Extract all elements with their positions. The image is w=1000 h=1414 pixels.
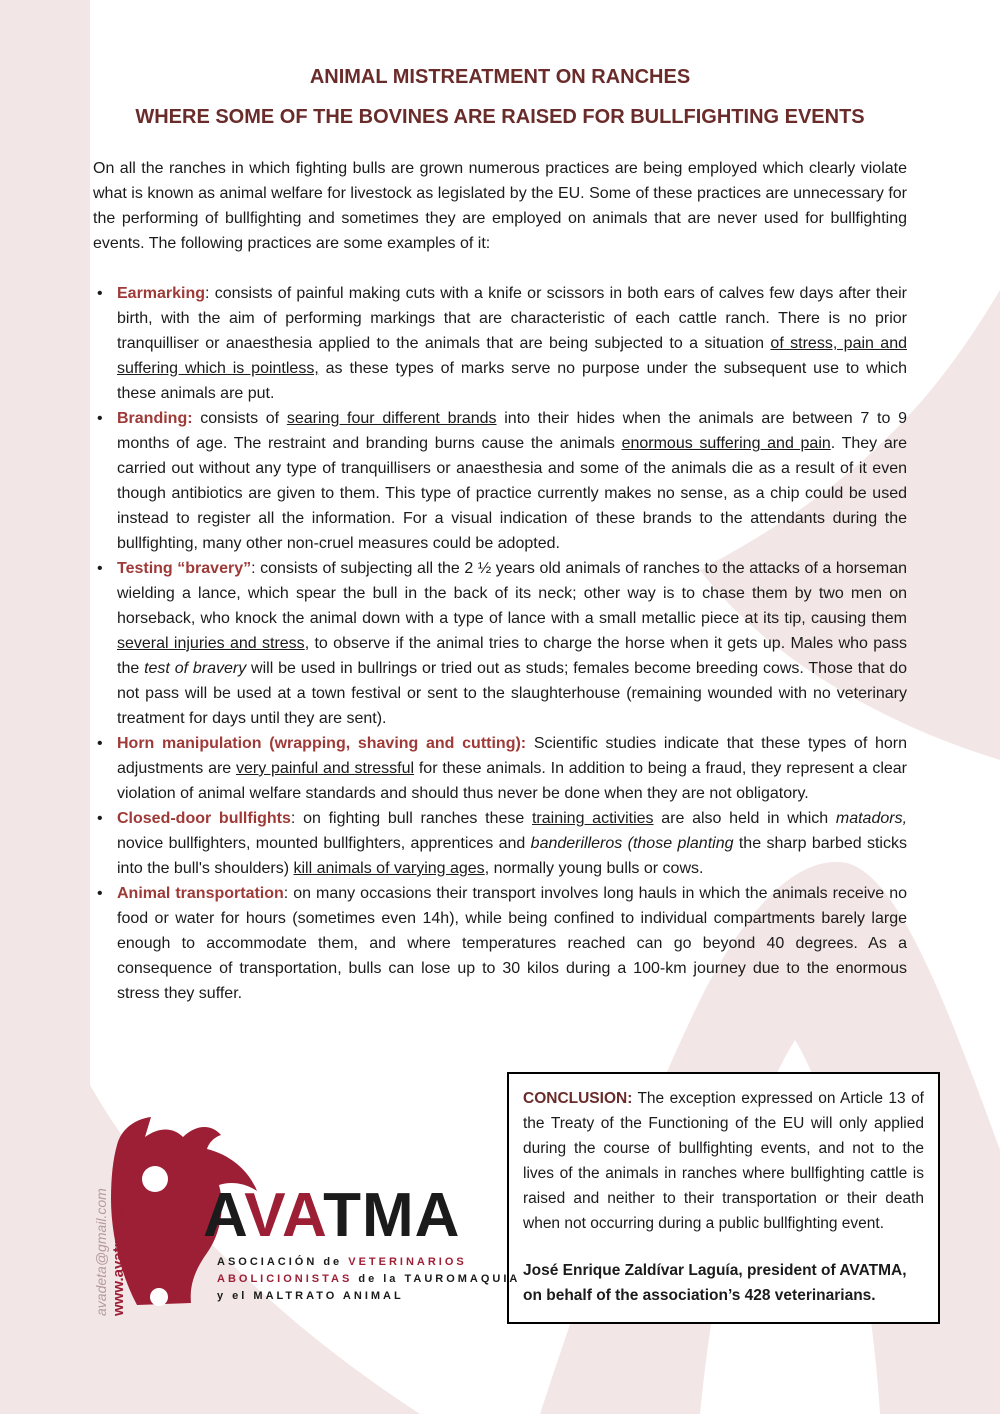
bullet-item xyxy=(93,281,907,406)
text-run: . They are carried out without any type of tranquillisers or anaesthesia and some of the animals die as a result of it even though antibiotics are given to them. This type of practice currently makes no sense, as a chip could be used instead to register all the information. For a visual indication of these brands to the attendants during the bullfighting, many other non-cruel measures could be adopted. xyxy=(117,435,907,552)
logo-vertical-text xyxy=(93,1124,127,1316)
bullet-text xyxy=(117,881,907,1006)
left-pink-strip xyxy=(0,0,90,1414)
text-run: ABOLICIONISTAS xyxy=(217,1273,353,1285)
vertical-website-text: www.avatma.com xyxy=(110,1190,127,1316)
text-run: VA xyxy=(244,1181,324,1250)
text-run: Scientific studies indicate that these types of horn adjustments are xyxy=(117,735,907,777)
text-run: , to observe if the animal tries to charge the horse when it gets up. Males who pass the xyxy=(117,635,908,677)
text-run: enormous suffering and pain xyxy=(621,435,831,452)
text-run: very painful and stressful xyxy=(236,760,415,777)
text-run: Horn manipulation (wrapping, shaving and cutting): xyxy=(117,735,527,752)
text-run: searing four different brands xyxy=(286,410,497,427)
avatma-logo xyxy=(93,1112,521,1317)
logo-taglines xyxy=(217,1254,521,1305)
intro-paragraph: On all the ranches in which fighting bulls are grown numerous practices are being employed which clearly violate what is known as animal welfare for livestock as legislated by the EU. Some of these practices are unnecessary for the performing of bullfighting and sometimes they are employed on animals that are never used for bullfighting events. The following practices are some examples of it: xyxy=(93,160,907,252)
logo-tagline-3 xyxy=(217,1288,502,1305)
text-run: into their hides when the animals are between 7 to 9 months of age. The restraint and branding burns cause the animals xyxy=(117,410,908,452)
bullet-text xyxy=(117,731,907,806)
text-run: , normally young bulls or cows. xyxy=(484,860,704,877)
text-run: : on fighting bull ranches these xyxy=(290,810,532,827)
bullet-marker: • xyxy=(97,885,103,902)
text-run: will be used in bullrings or tried out as studs; females become breeding cows. Those that do not pass will be used at a town festival or sent to the slaughterhouse (remaining wounded with no veterinary treatment for days until they are sent). xyxy=(117,660,908,727)
bullet-text xyxy=(117,406,907,556)
text-run: ASOCIACIÓN de xyxy=(217,1256,349,1268)
bullet-list xyxy=(93,281,907,1006)
text-run: : on many occasions their transport involves long hauls in which the animals receive no food or water for hours (sometimes even 14h), while being confined to individual compartments barely large enough to accommodate them, and where temperatures reached can go beyond 40 degrees. As a consequence of transportation, bulls can lose up to 30 kilos during a 100-km journey due to the enormous stress they suffer. xyxy=(117,885,907,1002)
bullet-item xyxy=(93,406,907,556)
text-run: Testing “bravery” xyxy=(117,560,252,577)
bullet-item xyxy=(93,556,907,731)
conclusion-signature: José Enrique Zaldívar Laguía, president of AVATMA, on behalf of the association’s 428 veterinarians. xyxy=(523,1262,907,1304)
bullet-item xyxy=(93,806,907,881)
bullet-text xyxy=(117,556,907,731)
text-run: several injuries and stress xyxy=(117,635,305,652)
text-run: Animal transportation xyxy=(117,885,284,902)
text-run: the sharp barbed sticks into the bull's shoulders) xyxy=(117,835,907,877)
text-run: consists of xyxy=(192,410,287,427)
text-run: as these types of marks serve no purpose under the subsequent use to which these animals are put. xyxy=(117,360,907,402)
text-run: novice bullfighters, mounted bullfighters, apprentices and xyxy=(117,835,531,852)
text-run: kill animals of varying ages xyxy=(293,860,485,877)
text-run: y el MALTRATO ANIMAL xyxy=(217,1290,404,1302)
bullet-item xyxy=(93,881,907,1006)
text-run: Earmarking xyxy=(117,285,206,302)
bullet-marker: • xyxy=(97,285,103,302)
text-run: banderilleros (those planting xyxy=(530,835,734,852)
text-run: : consists of painful making cuts with a knife or scissors in both ears of calves few days after their birth, with the aim of performing markings that are characteristic of each cattle ranch. There is no prior tranquilliser or anaesthesia applied to the animals that are being subjected to a situation xyxy=(117,285,907,352)
bullet-marker: • xyxy=(97,810,103,827)
bullet-text xyxy=(117,806,907,881)
text-run: training activities xyxy=(531,810,654,827)
text-run: A xyxy=(203,1181,245,1250)
text-run: de la TAUROMAQUIA xyxy=(352,1273,521,1285)
text-run: TMA xyxy=(323,1181,461,1250)
vertical-email-text: avadeta@gmail.com xyxy=(93,1188,109,1316)
conclusion-paragraph xyxy=(523,1086,924,1236)
text-run: CONCLUSION: xyxy=(523,1090,633,1107)
text-run: test of bravery xyxy=(144,660,247,677)
text-run: for these animals. In addition to being a fraud, they represent a clear violation of animal welfare standards and should thus never be done when they are not obligatory. xyxy=(117,760,908,802)
bullet-item xyxy=(93,731,907,806)
conclusion-box xyxy=(507,1072,940,1324)
bullet-marker: • xyxy=(97,410,103,427)
logo-tagline-2 xyxy=(217,1271,521,1288)
text-run: The exception expressed on Article 13 of the Treaty of the Functioning of the EU will only applied during the course of bullfighting events, and not to the lives of the animals in ranches where bullfighting cattle is raised and neither to their transportation or their death when not occurring during a public bullfighting event. xyxy=(523,1090,924,1232)
bullet-marker: • xyxy=(97,735,103,752)
logo-wordmark xyxy=(203,1181,461,1250)
document-body xyxy=(93,62,907,1006)
text-run: are also held in which xyxy=(653,810,836,827)
text-run: Branding: xyxy=(117,410,193,427)
bullet-text xyxy=(117,281,907,406)
text-run: of stress, pain and suffering which is pointless, xyxy=(117,335,908,377)
logo-tagline-1 xyxy=(217,1254,502,1271)
bullet-marker: • xyxy=(97,560,103,577)
text-run: : consists of subjecting all the 2 ½ years old animals of ranches to the attacks of a horseman wielding a lance, which spear the bull in the back of its neck; other way is to chase them by two men on horseback, who knock the animal down with a type of lance with a small metallic piece at its tip, causing them xyxy=(117,560,907,627)
text-run: matadors, xyxy=(835,810,908,827)
text-run: VETERINARIOS xyxy=(348,1256,467,1268)
text-run: Closed-door bullfights xyxy=(117,810,291,827)
page-title-line1: ANIMAL MISTREATMENT ON RANCHES xyxy=(309,66,691,88)
page-title-line2: WHERE SOME OF THE BOVINES ARE RAISED FOR BULLFIGHTING EVENTS xyxy=(135,106,865,128)
